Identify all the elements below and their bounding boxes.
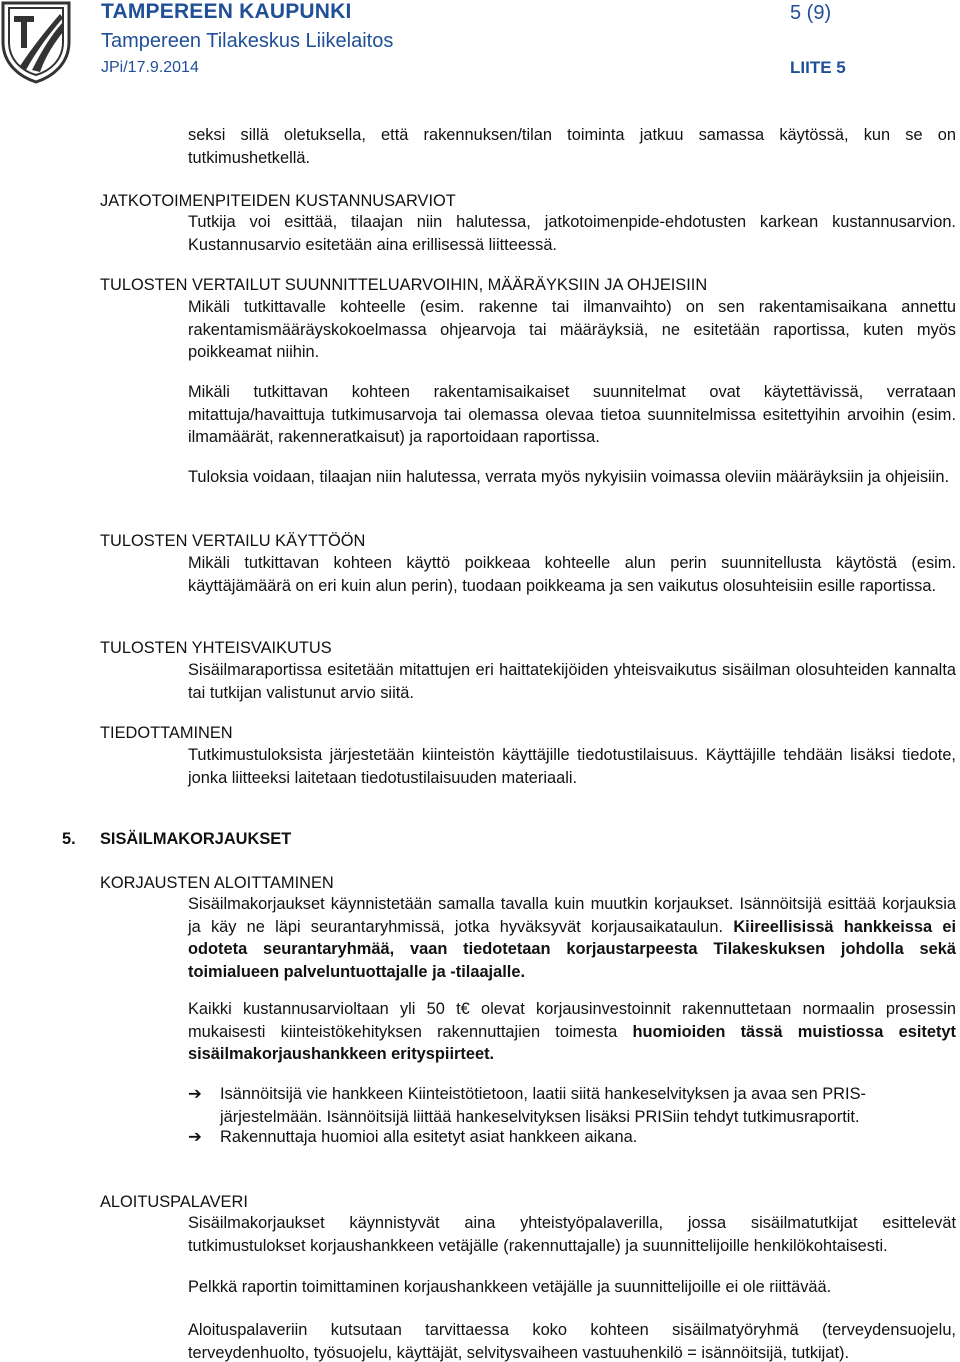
paragraph: Aloituspalaveriin kutsutaan tarvittaessa koko kohteen sisäilmatyöryhmä (terveydensuojelu, terveydenhuolto, työsuojelu, käyttäjät, selvitysvaiheen vastuuhenkilö = isännöitsijä, tutkijat). [188, 1321, 956, 1362]
paragraph: Sisäilmaraportissa esitetään mitattujen eri haittatekijöiden yhteisvaikutus sisäilman olosuhteiden kannalta tai tutkijan valistunut arvio siitä. [188, 661, 956, 702]
paragraph: Tutkija voi esittää, tilaajan niin halutessa, jatkotoimenpide-ehdotusten karkean kustannusarvion. Kustannusarvio esitetään aina erillisessä liitteessä. [188, 213, 956, 254]
list-item: ➔ Rakennuttaja huomioi alla esitetyt asiat hankkeen aikana. [188, 1126, 956, 1149]
section-heading: ALOITUSPALAVERI [100, 1193, 248, 1211]
arrow-bullet-icon: ➔ [188, 1085, 202, 1103]
paragraph: Tutkimustuloksista järjestetään kiinteistön käyttäjille tiedotustilaisuus. Käyttäjille tehdään lisäksi tiedote, jonka liitteeksi laitetaan tiedotustilaisuuden materiaali. [188, 746, 956, 787]
header-reference: JPi/17.9.2014 [101, 59, 199, 76]
tampere-coat-of-arms-logo [0, 0, 72, 84]
section-heading: TULOSTEN YHTEISVAIKUTUS [100, 639, 332, 657]
section-heading: JATKOTOIMENPITEIDEN KUSTANNUSARVIOT [100, 192, 456, 210]
main-section-number: 5. [62, 830, 76, 848]
paragraph: Kaikki kustannusarvioltaan yli 50 t€ olevat korjausinvestoinnit rakennuttetaan normaalin prosessin mukaisesti kiinteistökehityksen rakennuttajien toimesta huomioiden tässä muistiossa esitetyt sisäilmakorjaushankkeen erityspiirteet. [188, 1000, 956, 1063]
paragraph: Sisäilmakorjaukset käynnistyvät aina yhteistyöpalaverilla, jossa sisäilmatutkijat esittelevät tutkimustulokset korjaushankkeen vetäjälle (rakennuttajalle) ja suunnittelijoille henkilökohtaisesti. [188, 1214, 956, 1255]
main-section-title: SISÄILMAKORJAUKSET [100, 830, 292, 848]
page-number: 5 (9) [790, 2, 832, 24]
emphasized-text: Kiireellisissä hankkeissa ei odoteta seurantaryhmää, vaan tiedotetaan korjaustarpeesta Tilakeskuksen johdolla sekä toimialueen palveluntuottajalle ja -tilaajalle. [188, 917, 956, 981]
header-organization: TAMPEREEN KAUPUNKI [101, 0, 352, 23]
emphasized-text: huomioiden tässä muistiossa esitetyt sisäilmakorjaushankkeen erityspiirteet. [188, 1022, 956, 1063]
intro-paragraph: seksi sillä oletuksella, että rakennuksen/tilan toiminta jatkuu samassa käytössä, kun se on tutkimushetkellä. [188, 126, 956, 167]
paragraph: Mikäli tutkittavan kohteen rakentamisaikaiset suunnitelmat ovat käytettävissä, verrataan mitattuja/havaittuja tutkimusarvoja tai olemassa olevaa tietoa suunnitelmissa esitettyihin arvoihin (esim. ilmamäärät, rakenneratkaisut) ja raportoidaan raportissa. [188, 383, 956, 446]
arrow-bullet-icon: ➔ [188, 1128, 202, 1146]
paragraph: Mikäli tutkittavan kohteen käyttö poikkeaa kohteelle alun perin suunnitellusta käytöstä (esim. käyttäjämäärä on eri kuin alun perin), tuodaan poikkeama ja sen vaikutus olosuhteisiin esille raportissa. [188, 554, 956, 595]
appendix-label: LIITE 5 [790, 58, 846, 77]
section-heading: TULOSTEN VERTAILU KÄYTTÖÖN [100, 532, 366, 550]
main-section-heading [62, 828, 291, 850]
section-heading: TULOSTEN VERTAILUT SUUNNITTELUARVOIHIN, MÄÄRÄYKSIIN JA OHJEISIIN [100, 276, 708, 294]
paragraph: Tuloksia voidaan, tilaajan niin halutessa, verrata myös nykyisiin voimassa oleviin määräyksiin ja ohjeisiin. [188, 468, 949, 486]
header-unit: Tampereen Tilakeskus Liikelaitos [101, 30, 394, 52]
list-item: ➔ Isännöitsijä vie hankkeen Kiinteistötietoon, laatii siitä hankeselvityksen ja avaa sen PRIS-järjestelmään. Isännöitsijä liittää hankeselvityksen lisäksi PRISiin tehdyt tutkimusraportit. [188, 1085, 866, 1126]
paragraph: Mikäli tutkittavalle kohteelle (esim. rakenne tai ilmanvaihto) on sen rakentamisaikana annettu rakentamismääräyskokoelmassa ohjearvoja tai määräyksiä, ne esitetään raportissa, kuten myös poikkeamat niihin. [188, 298, 956, 361]
paragraph: Sisäilmakorjaukset käynnistetään samalla tavalla kuin muutkin korjaukset. Isännöitsijä esittää korjauksia ja käy ne läpi seurantaryhmissä, jotka hyväksyvät korjausaikataulun. Kiireellisissä hankkeissa ei odoteta seurantaryhmää, vaan tiedotetaan korjaustarpeesta Tilakeskuksen johdolla sekä toimialueen palveluntuottajalle ja -tilaajalle. [188, 895, 956, 981]
paragraph: Pelkkä raportin toimittaminen korjaushankkeen vetäjälle ja suunnittelijoille ei ole riittävää. [188, 1278, 832, 1296]
section-heading: KORJAUSTEN ALOITTAMINEN [100, 874, 334, 892]
section-heading: TIEDOTTAMINEN [100, 724, 233, 742]
